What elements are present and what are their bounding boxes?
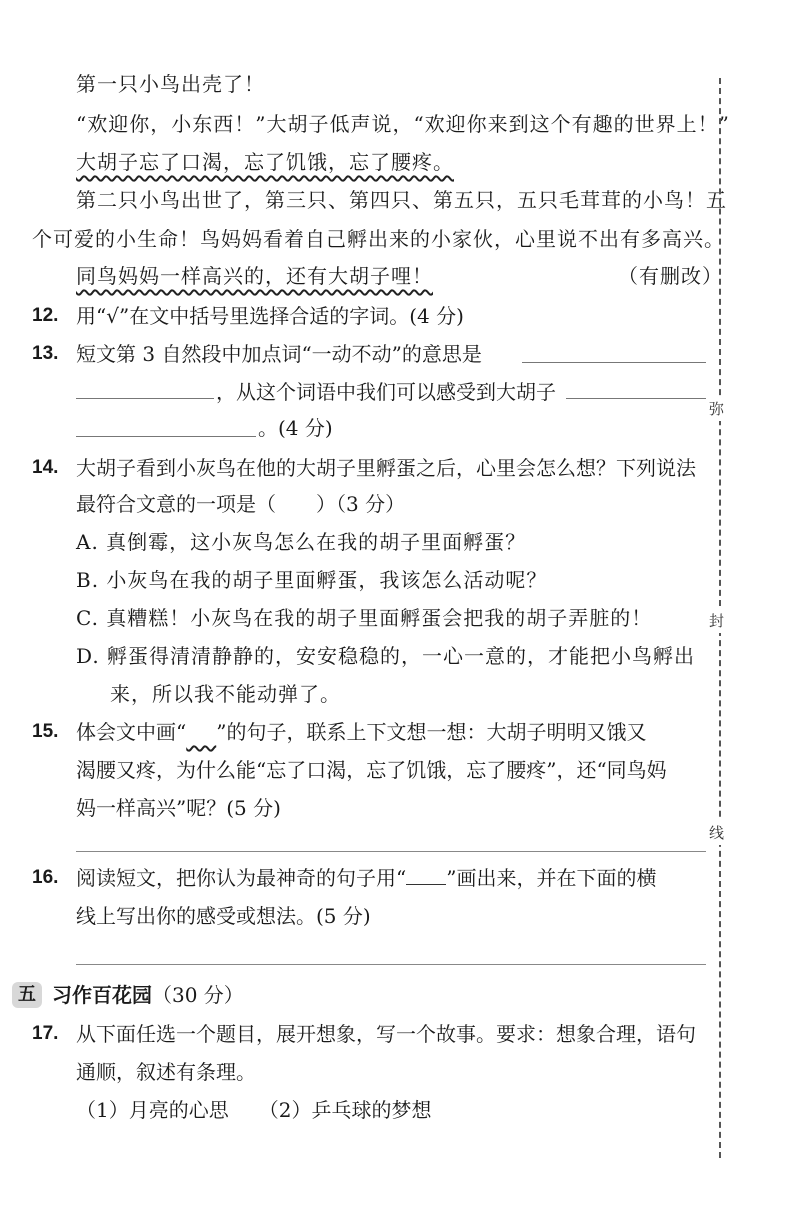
question-16-number: 16.	[32, 867, 59, 888]
passage-line-4: 第二只小鸟出世了，第三只、第四只、第五只，五只毛茸茸的小鸟！五	[76, 188, 727, 212]
option-c: C. 真糟糕！小灰鸟在我的胡子里面孵蛋会把我的胡子弄脏的！	[76, 606, 653, 630]
question-12-number: 12.	[32, 305, 59, 326]
question-17-topics: （1）月亮的心思 （2）乒乓球的梦想	[76, 1098, 432, 1122]
question-17-line-1: 从下面任选一个题目，展开想象，写一个故事。要求：想象合理，语句	[76, 1022, 696, 1046]
question-14-line-2: 最符合文意的一项是（ ）（3 分）	[76, 492, 406, 516]
answer-blank-13b[interactable]	[76, 398, 214, 399]
question-15-line-2: 渴腰又疼，为什么能“忘了口渴，忘了饥饿，忘了腰疼”，还“同鸟妈	[76, 758, 667, 782]
question-15-line-3: 妈一样高兴”呢？(5 分)	[76, 796, 281, 820]
question-14-number: 14.	[32, 457, 59, 478]
binding-char-1: 弥	[709, 396, 724, 421]
question-16-line-2: 线上写出你的感受或想法。(5 分)	[76, 904, 371, 928]
wavy-underlined-sentence-2: 同鸟妈妈一样高兴的，还有大胡子哩！	[76, 264, 433, 288]
passage-line-3-wavy	[76, 148, 454, 176]
passage-line-2: “欢迎你，小东西！”大胡子低声说，“欢迎你来到这个有趣的世界上！”	[76, 112, 730, 136]
passage-line-6-wavy	[76, 262, 433, 290]
answer-line-16[interactable]	[76, 964, 706, 965]
straight-line-symbol	[406, 868, 446, 885]
option-d-line-2: 来，所以我不能动弹了。	[110, 682, 341, 706]
question-13-number: 13.	[32, 343, 59, 364]
wavy-line-symbol	[186, 720, 216, 744]
option-d-line-1: D. 孵蛋得清清静静的，安安稳稳的，一心一意的，才能把小鸟孵出	[76, 644, 696, 668]
section-five-name: 习作百花园	[52, 983, 152, 1007]
answer-line-15[interactable]	[76, 851, 706, 852]
question-13-line-1: 短文第 3 自然段中加点词“一动不动”的意思是	[76, 342, 482, 366]
answer-blank-13a[interactable]	[522, 362, 706, 363]
option-b: B. 小灰鸟在我的胡子里面孵蛋，我该怎么活动呢？	[76, 568, 548, 592]
question-15-text-a: 体会文中画“	[76, 720, 187, 744]
question-16-line-1	[76, 864, 656, 892]
passage-line-5: 个可爱的小生命！鸟妈妈看着自己孵出来的小家伙，心里说不出有多高兴。	[32, 227, 725, 251]
section-five-score: （30 分）	[152, 983, 244, 1007]
question-17-number: 17.	[32, 1023, 59, 1044]
question-16-text-b: ”画出来，并在下面的横	[446, 866, 657, 890]
binding-char-3: 线	[709, 820, 724, 845]
binding-char-2: 封	[709, 608, 724, 633]
section-five-badge: 五	[12, 982, 42, 1008]
source-note: （有删改）	[618, 264, 723, 288]
question-12-text: 用“√”在文中括号里选择合适的字词。(4 分)	[76, 304, 464, 328]
question-15-text-b: ”的句子，联系上下文想一想：大胡子明明又饿又	[216, 720, 647, 744]
question-14-line-1: 大胡子看到小灰鸟在他的大胡子里孵蛋之后，心里会怎么想？下列说法	[76, 456, 696, 480]
question-15-number: 15.	[32, 721, 59, 742]
section-five-title	[52, 981, 244, 1009]
answer-blank-13c[interactable]	[566, 398, 706, 399]
wavy-underlined-sentence: 大胡子忘了口渴，忘了饥饿，忘了腰疼。	[76, 150, 454, 174]
question-13-line-3: 。(4 分)	[258, 416, 333, 440]
passage-line-1: 第一只小鸟出壳了！	[76, 72, 265, 96]
answer-blank-13d[interactable]	[76, 436, 256, 437]
question-16-text-a: 阅读短文，把你认为最神奇的句子用“	[76, 866, 407, 890]
question-17-line-2: 通顺，叙述有条理。	[76, 1060, 256, 1084]
option-a: A. 真倒霉，这小灰鸟怎么在我的胡子里面孵蛋？	[76, 530, 527, 554]
question-15-line-1	[76, 718, 646, 746]
question-13-line-2: ，从这个词语中我们可以感受到大胡子	[216, 380, 556, 404]
